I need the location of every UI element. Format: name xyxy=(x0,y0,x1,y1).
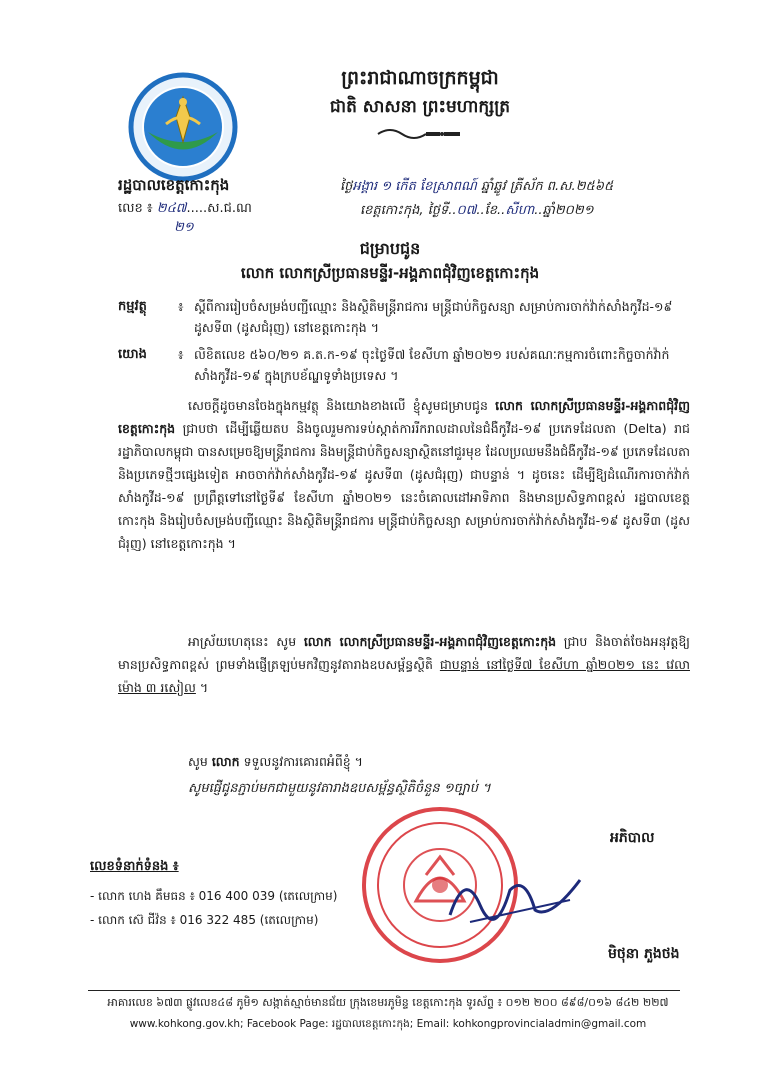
ref-suffix: .....ស.ជ.ណ xyxy=(186,201,252,216)
governor-name: មិថុនា ភួងថង xyxy=(608,946,680,962)
p1-recipient: លោក លោកស្រីប្រធានមន្ទីរ-អង្គភាពជុំវិញខេត្តកោះកុង xyxy=(118,398,690,436)
footer-email-value: kohkongprovincialadmin@gmail.com xyxy=(452,1018,647,1030)
solar-month-label: ខែ xyxy=(484,203,498,218)
attachment-note: សូមផ្ញើជូនភ្ជាប់មកជាមួយនូវតារាងឧបសម្ព័ន្ធស្ថិតិចំនួន ១ច្បាប់ ។ xyxy=(188,781,491,796)
reference-text: លិខិតលេខ ៥៦០/២១ គ.ត.ក-១៩ ចុះថ្ងៃទី៧ ខែសីហា ឆ្នាំ២០២១ របស់គណៈកម្មការចំពោះកិច្ចចាក់វ៉ាក់សាំងកូវីដ-១៩ ក្នុងក្របខ័ណ្ឌទូទាំងប្រទេស ។ xyxy=(194,347,670,383)
governor-title: អភិបាល xyxy=(610,830,655,846)
p2-deadline: ជាបន្ទាន់ នៅថ្ងៃទី៧ ខែសីហា ឆ្នាំ២០២១ នេះ វេលាម៉ោង ៣ រសៀល xyxy=(118,657,690,695)
contact-item: - លោក ស៊េ ជីវ៉ន ៖ 016 322 485 (តេលេក្រាម) xyxy=(90,913,319,927)
subject-text: ស្តីពីការរៀបចំសម្រង់បញ្ជីឈ្មោះ និងស្ថិតិមន្ត្រីរាជការ មន្ត្រីជាប់កិច្ចសន្យា សម្រាប់ការចាក់វ៉ាក់សាំងកូវីដ-១៩ ដូសទី៣ (ដូសជំរុញ) នៅខេត្តកោះកុង ។ xyxy=(194,299,673,335)
solar-day: ០៧ xyxy=(456,203,477,218)
footer-links xyxy=(88,1018,688,1033)
p1-intro: សេចក្តីដូចមានចែងក្នុងកម្មវត្ថុ និងយោងខាងលើ ខ្ញុំសូមជម្រាបជូន xyxy=(188,398,496,413)
ornament-divider-icon xyxy=(370,124,470,142)
body-paragraph-1 xyxy=(118,394,690,555)
contacts-heading: លេខទំនាក់ទំនង ៖ xyxy=(90,859,179,874)
solar-year: ឆ្នាំ២០២១ xyxy=(542,203,594,218)
closing-line xyxy=(188,754,363,773)
polite-a: សូម xyxy=(188,754,212,769)
solar-date-prefix: ខេត្តកោះកុង, ថ្ងៃទី xyxy=(360,203,449,218)
lunar-date xyxy=(340,178,613,197)
contact-item: - លោក ហេង គឹមធន ៖ 016 400 039 (តេលេក្រាម) xyxy=(90,889,338,903)
footer-website: www.kohkong.gov.kh; xyxy=(129,1018,244,1030)
national-motto: ជាតិ សាសនា ព្រះមហាក្សត្រ xyxy=(329,97,511,117)
footer-divider xyxy=(88,990,680,991)
footer-address: អាគារលេខ ៦៧៣ ផ្លូវលេខ៤៨ ភូមិ១ សង្កាត់ស្មាច់មានជ័យ ក្រុងខេមរភូមិន្ទ ខេត្តកោះកុង ទូរស័ព្ទ ៖ ០១២ ២០០ ៨៩៨/០១៦ ៨៤២ ២២៧ xyxy=(107,996,669,1009)
notice-title: ជម្រាបជូន xyxy=(359,239,421,258)
p2-intro: អាស្រ័យហេតុនេះ សូម xyxy=(188,634,304,649)
ref-number-handwritten: ២៤៧ xyxy=(156,201,187,216)
reference-colon: ៖ xyxy=(178,347,184,362)
footer-facebook-label: Facebook Page: xyxy=(246,1018,329,1030)
solar-month: សីហា xyxy=(505,203,535,218)
footer-email-label: Email: xyxy=(416,1018,450,1030)
ref-year-handwritten: ២១ xyxy=(174,220,194,235)
governor-signature-icon xyxy=(440,860,590,930)
provincial-seal-icon xyxy=(128,72,238,182)
reference-label: យោង xyxy=(118,347,147,362)
p2-recipient: លោក លោកស្រីប្រធានមន្ទីរ-អង្គភាពជុំវិញខេត្តកោះកុង xyxy=(303,634,557,649)
kingdom-title: ព្រះរាជាណាចក្រកម្ពុជា xyxy=(341,67,499,89)
subject-row xyxy=(118,296,688,340)
footer-facebook-value: រដ្ឋបាលខេត្តកោះកុង; xyxy=(331,1018,414,1030)
polite-b: លោក xyxy=(211,754,240,769)
lunar-date-fill: អង្គារ ១ កើត ខែស្រាពណ៍ xyxy=(352,179,477,194)
body-paragraph-2 xyxy=(118,630,690,699)
reference-row xyxy=(118,344,688,388)
ref-label: លេខ ៖ xyxy=(118,201,153,216)
polite-c: ទទួលនូវការគោរពអំពីខ្ញុំ ។ xyxy=(239,754,363,769)
notice-recipient: លោក លោកស្រីប្រធានមន្ទីរ-អង្គភាពជុំវិញខេត្តកោះកុង xyxy=(240,264,540,282)
p1-body: ជ្រាបថា ដើម្បីឆ្លើយតប និងចូលរួមការទប់ស្កាត់ការរីករាលដាលនៃជំងឺកូវីដ-១៩ ប្រភេទដែលតា (Delta) រាជរដ្ឋាភិបាលកម្ពុជា បានសម្រេចឱ្យមន្ត្រីរាជការ និងមន្ត្រីជាប់កិច្ចសន្យាស្ថិតនៅជួរមុខ ដែលប្រឈមនឹងជំងឺកូវីដ-១៩ ប្រភេទដែលតា និងប្រភេទថ្មីៗផ្សេងទៀត អាចចាក់វ៉ាក់សាំងកូវីដ-១៩ ដូសទី៣ (ដូសជំរុញ) ជាបន្ទាន់ ។ ដូចនេះ ដើម្បីឱ្យដំណើរការចាក់វ៉ាក់សាំងកូវីដ-១៩ ប្រព្រឹត្តទៅនៅថ្ងៃទី៩ ខែសីហា ឆ្នាំ២០២១ នេះចំគោលដៅអាទិភាព និងមានប្រសិទ្ធភាពខ្ពស់ រដ្ឋបាលខេត្តកោះកុង និងរៀបចំសម្រង់បញ្ជីឈ្មោះ និងស្ថិតិមន្ត្រីរាជការ មន្ត្រីជាប់កិច្ចសន្យា សម្រាប់ការចាក់វ៉ាក់សាំងកូវីដ-១៩ ដូសទី៣ (ដូសជំរុញ) នៅខេត្តកោះកុង ។ xyxy=(118,421,690,551)
subject-label: កម្មវត្ថុ xyxy=(118,299,147,314)
p2-body: ជ្រាប និងចាត់ចែងអនុវត្តឱ្យមានប្រសិទ្ធភាពខ្ពស់ ព្រមទាំងផ្ញើត្រឡប់មកវិញនូវតារាងឧបសម្ព័ន្ធស្ថិតិ xyxy=(118,634,690,672)
issuing-authority: រដ្ឋបាលខេត្តកោះកុង xyxy=(118,176,230,194)
p2-end: ។ xyxy=(195,680,209,695)
lunar-date-suffix: ឆ្នាំឆ្លូវ ត្រីស័ក ព.ស.២៥៦៥ xyxy=(476,179,614,194)
subject-colon: ៖ xyxy=(178,299,184,314)
solar-date: ខេត្តកោះកុង, ថ្ងៃទី..០៧..ខែ..សីហា..ឆ្នាំ២០២១ xyxy=(360,203,594,218)
lunar-date-prefix: ថ្ងៃ xyxy=(340,179,353,194)
reference-number xyxy=(118,200,252,238)
